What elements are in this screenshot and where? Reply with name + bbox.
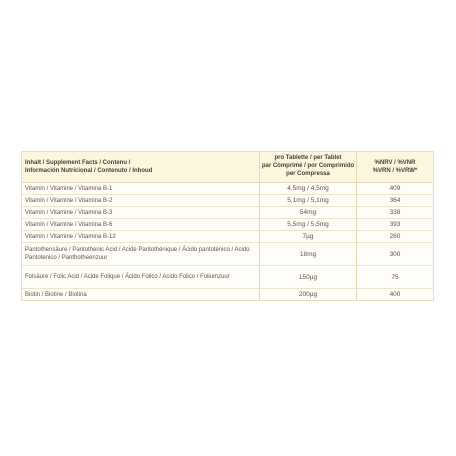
supplement-facts-table	[21, 151, 434, 301]
nutrient-name: Vitamin / Vitamine / Vitamina B-2	[25, 197, 113, 204]
amount-per-tablet: 7µg	[259, 231, 356, 242]
nrv-percent: 338	[356, 207, 433, 218]
nutrient-name: Vitamin / Vitamine / Vitamina B-1	[25, 185, 113, 192]
amount-per-tablet: 54mg	[259, 207, 356, 218]
table-row	[22, 195, 433, 207]
nrv-percent: 364	[356, 195, 433, 206]
nrv-percent: 300	[356, 243, 433, 265]
nutrient-name: Pantothensäure / Pantothenic Acid / Acide Pantothénique / Ácido pantoténico / Acido Pantotenico / Panthotheenzuur	[25, 247, 250, 261]
header-nrv	[356, 152, 433, 182]
nrv-percent: 409	[356, 183, 433, 194]
header-per-tablet-line: per Compressa	[286, 171, 330, 177]
header-contents-line: Inhalt / Supplement Facts / Contenu /	[25, 160, 131, 166]
table-row	[22, 289, 433, 300]
amount-per-tablet: 150µg	[259, 266, 356, 288]
amount-per-tablet: 5,5mg / 5,5mg	[259, 219, 356, 230]
header-contents	[22, 152, 259, 182]
table-row	[22, 243, 433, 266]
table-row	[22, 219, 433, 231]
table-row	[22, 183, 433, 195]
table-row	[22, 266, 433, 289]
header-per-tablet	[259, 152, 356, 182]
table-row	[22, 231, 433, 243]
header-contents-line: Información Nutricional / Contenuto / Inhoud	[25, 168, 153, 174]
nutrient-name: Biotin / Biotine / Biotina	[25, 291, 87, 298]
nutrient-name: Vitamin / Vitamine / Vitamina B-6	[25, 221, 113, 228]
nutrient-name: Folsäure / Folic Acid / Acide Folique / Ácido Fólico / Acido Folico / Foliumzuur	[25, 274, 230, 280]
header-per-tablet-line: par Comprimé / por Comprimido	[261, 163, 355, 169]
header-nrv-line: %NRV / %VNR	[374, 160, 416, 166]
table-row	[22, 207, 433, 219]
amount-per-tablet: 200µg	[259, 289, 356, 300]
amount-per-tablet: 4,5mg / 4,5mg	[259, 183, 356, 194]
nrv-percent: 400	[356, 289, 433, 300]
nutrient-name: Vitamin / Vitamine / Vitamina B-3	[25, 209, 113, 216]
header-per-tablet-line: pro Tablette / per Tablet	[274, 155, 342, 161]
nutrient-name: Vitamin / Vitamine / Vitamina B-12	[25, 233, 116, 240]
nrv-percent: 393	[356, 219, 433, 230]
header-nrv-line: %VRN / %VRW*	[372, 168, 418, 174]
table-header	[22, 152, 433, 183]
amount-per-tablet: 18mg	[259, 243, 356, 265]
nrv-percent: 280	[356, 231, 433, 242]
nrv-percent: 75	[356, 266, 433, 288]
amount-per-tablet: 5,1mg / 5,1mg	[259, 195, 356, 206]
